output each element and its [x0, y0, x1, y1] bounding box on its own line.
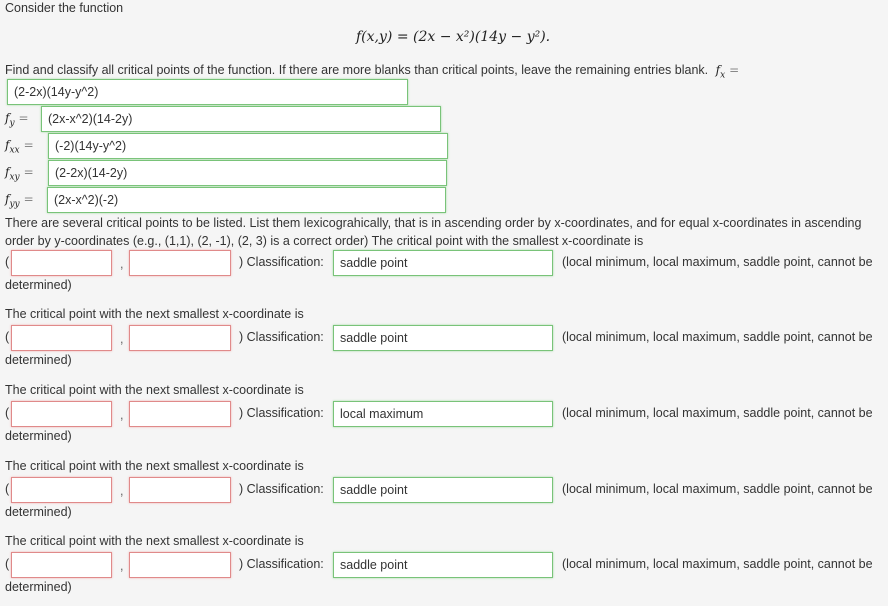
options-hint-end: determined)	[5, 505, 72, 519]
point-2-classification-input[interactable]: saddle point	[333, 325, 553, 351]
point-2-y-input[interactable]	[129, 325, 231, 351]
options-hint-end: determined)	[5, 429, 72, 443]
open-paren: (	[5, 557, 10, 571]
options-hint-end: determined)	[5, 278, 72, 292]
comma: ,	[120, 332, 124, 346]
function-lhs: f(x,y)	[356, 29, 393, 45]
fxx-input[interactable]: (-2)(14y-y^2)	[48, 133, 448, 159]
open-paren: (	[5, 255, 10, 269]
point-2-x-input[interactable]	[11, 325, 112, 351]
next-prompt: The critical point with the next smallest x-coordinate is	[5, 459, 304, 473]
classification-label: ) Classification:	[239, 557, 324, 571]
fy-label: $f_y$ =	[5, 111, 29, 129]
fx-input[interactable]: (2-2x)(14y-y^2)	[7, 79, 408, 105]
comma: ,	[120, 408, 124, 422]
instructions-text: Find and classify all critical points of the function. If there are more blanks than critical points, leave the remaining entries blank.	[5, 63, 709, 77]
next-prompt: The critical point with the next smallest x-coordinate is	[5, 307, 304, 321]
options-hint: (local minimum, local maximum, saddle point, cannot be	[562, 557, 873, 571]
point-1-classification-input[interactable]: saddle point	[333, 250, 553, 276]
options-hint: (local minimum, local maximum, saddle point, cannot be	[562, 255, 873, 269]
options-hint-end: determined)	[5, 580, 72, 594]
point-4-classification-input[interactable]: saddle point	[333, 477, 553, 503]
classification-label: ) Classification:	[239, 406, 324, 420]
fxy-input[interactable]: (2-2x)(14-2y)	[48, 160, 447, 186]
point-3-y-input[interactable]	[129, 401, 231, 427]
open-paren: (	[5, 482, 10, 496]
comma: ,	[120, 484, 124, 498]
critical-intro: There are several critical points to be listed. List them lexicograhically, that is in ascending order by x-coordinates, and for equal x-coordinates in ascending order by y-coordinates (e.g., (1,1), (2, -1), (2, 3) is a correct order) The critical point with the smallest x-coordinate is	[5, 216, 862, 248]
classification-label: ) Classification:	[239, 330, 324, 344]
point-1-y-input[interactable]	[129, 250, 231, 276]
point-4-y-input[interactable]	[129, 477, 231, 503]
options-hint: (local minimum, local maximum, saddle point, cannot be	[562, 406, 873, 420]
point-3-classification-input[interactable]: local maximum	[333, 401, 553, 427]
fx-label: $f_x$ =	[715, 63, 740, 81]
comma: ,	[120, 257, 124, 271]
options-hint: (local minimum, local maximum, saddle point, cannot be	[562, 482, 873, 496]
point-5-y-input[interactable]	[129, 552, 231, 578]
function-formula: f(x,y) = (2x − x²)(14y − y²).	[356, 29, 551, 45]
point-5-x-input[interactable]	[11, 552, 112, 578]
point-3-x-input[interactable]	[11, 401, 112, 427]
classification-label: ) Classification:	[239, 482, 324, 496]
options-hint: (local minimum, local maximum, saddle point, cannot be	[562, 330, 873, 344]
intro-text: Consider the function	[5, 1, 124, 15]
point-1-x-input[interactable]	[11, 250, 112, 276]
function-rhs: (2x − x²)(14y − y²).	[413, 29, 551, 45]
comma: ,	[120, 559, 124, 573]
classification-label: ) Classification:	[239, 255, 324, 269]
next-prompt: The critical point with the next smallest x-coordinate is	[5, 534, 304, 548]
fy-input[interactable]: (2x-x^2)(14-2y)	[41, 106, 441, 132]
options-hint-end: determined)	[5, 353, 72, 367]
point-5-classification-input[interactable]: saddle point	[333, 552, 553, 578]
point-4-x-input[interactable]	[11, 477, 112, 503]
fyy-input[interactable]: (2x-x^2)(-2)	[47, 187, 446, 213]
fxy-label: $f_{xy}$ =	[5, 165, 34, 183]
open-paren: (	[5, 406, 10, 420]
fyy-label: $f_{yy}$ =	[5, 192, 34, 210]
open-paren: (	[5, 330, 10, 344]
fxx-label: $f_{xx}$ =	[5, 138, 34, 156]
next-prompt: The critical point with the next smallest x-coordinate is	[5, 383, 304, 397]
